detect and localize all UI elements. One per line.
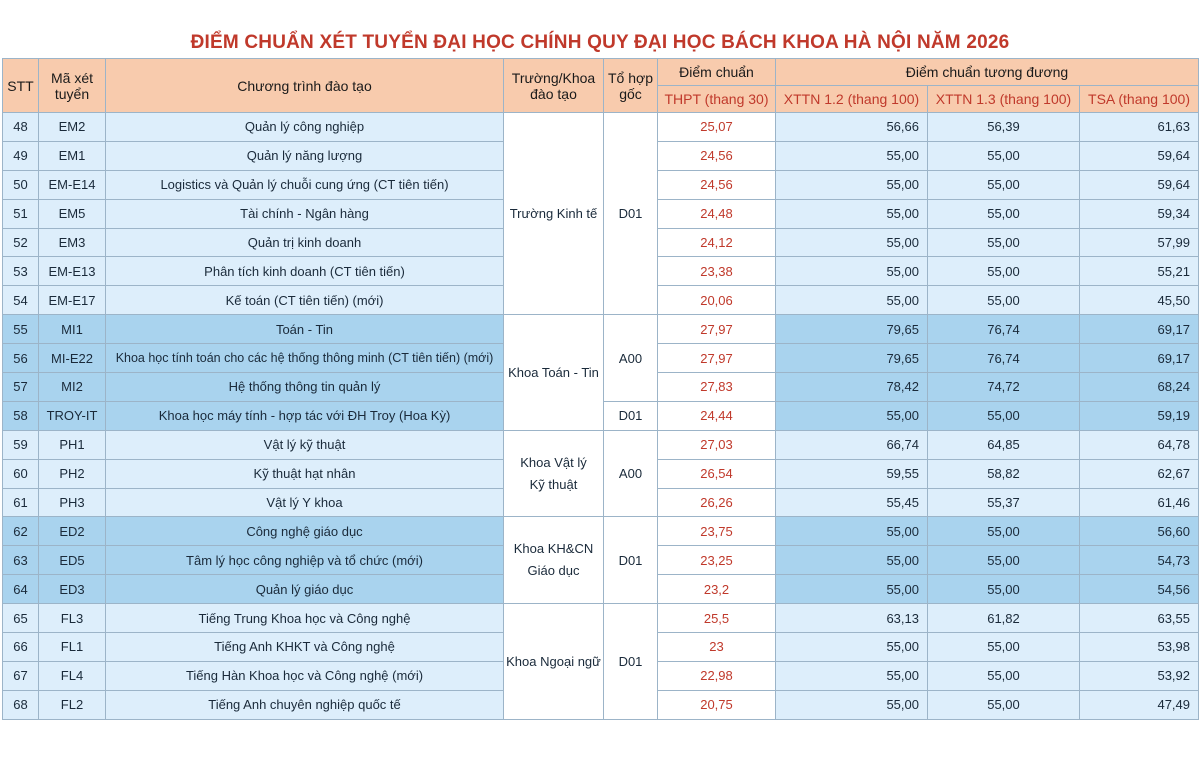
- cell-program: Tiếng Hàn Khoa học và Công nghệ (mới): [106, 661, 504, 690]
- header-stt: STT: [3, 59, 39, 113]
- cell-ma: EM-E17: [39, 286, 106, 315]
- cell-xttn13: 55,00: [928, 228, 1080, 257]
- cell-thpt: 23,75: [658, 517, 776, 546]
- cell-tsa: 47,49: [1080, 690, 1199, 719]
- cell-stt: 49: [3, 141, 39, 170]
- cell-xttn13: 55,00: [928, 633, 1080, 662]
- cell-stt: 65: [3, 604, 39, 633]
- cell-xttn13: 55,00: [928, 661, 1080, 690]
- cell-xttn12: 79,65: [776, 315, 928, 344]
- cell-thpt: 24,56: [658, 170, 776, 199]
- cell-xttn13: 55,00: [928, 199, 1080, 228]
- cell-thpt: 23,38: [658, 257, 776, 286]
- cell-program: Tiếng Anh KHKT và Công nghệ: [106, 633, 504, 662]
- cell-ma: MI-E22: [39, 344, 106, 373]
- cell-xttn13: 58,82: [928, 459, 1080, 488]
- cell-ma: ED3: [39, 575, 106, 604]
- cell-xttn12: 55,00: [776, 286, 928, 315]
- cell-program: Khoa học tính toán cho các hệ thống thông minh (CT tiên tiến) (mới): [106, 344, 504, 373]
- cell-xttn13: 64,85: [928, 430, 1080, 459]
- cell-thpt: 24,56: [658, 141, 776, 170]
- cell-program: Logistics và Quản lý chuỗi cung ứng (CT tiên tiến): [106, 170, 504, 199]
- cell-stt: 63: [3, 546, 39, 575]
- cell-xttn13: 56,39: [928, 113, 1080, 142]
- cell-thpt: 27,97: [658, 315, 776, 344]
- cell-ma: EM2: [39, 113, 106, 142]
- cell-stt: 52: [3, 228, 39, 257]
- cell-combo: A00: [604, 315, 658, 402]
- cell-tsa: 59,19: [1080, 401, 1199, 430]
- cell-program: Toán - Tin: [106, 315, 504, 344]
- cell-program: Tâm lý học công nghiệp và tổ chức (mới): [106, 546, 504, 575]
- cell-thpt: 26,26: [658, 488, 776, 517]
- cell-stt: 58: [3, 401, 39, 430]
- cell-xttn12: 59,55: [776, 459, 928, 488]
- cell-xttn13: 55,00: [928, 401, 1080, 430]
- cell-ma: EM3: [39, 228, 106, 257]
- header-ma: Mã xét tuyển: [39, 59, 106, 113]
- cell-tsa: 59,64: [1080, 170, 1199, 199]
- cell-thpt: 25,5: [658, 604, 776, 633]
- cell-combo: A00: [604, 430, 658, 517]
- cell-school: Khoa Vật lý Kỹ thuật: [504, 430, 604, 517]
- cell-tsa: 68,24: [1080, 373, 1199, 402]
- cell-xttn12: 55,00: [776, 257, 928, 286]
- cell-xttn12: 66,74: [776, 430, 928, 459]
- cell-xttn13: 76,74: [928, 344, 1080, 373]
- table-row: [3, 430, 1199, 459]
- cell-thpt: 23,2: [658, 575, 776, 604]
- table-row: [3, 517, 1199, 546]
- cell-stt: 68: [3, 690, 39, 719]
- cell-program: Quản lý công nghiệp: [106, 113, 504, 142]
- cell-tsa: 57,99: [1080, 228, 1199, 257]
- cell-xttn13: 55,00: [928, 286, 1080, 315]
- cell-stt: 59: [3, 430, 39, 459]
- cell-ma: ED5: [39, 546, 106, 575]
- cell-ma: PH3: [39, 488, 106, 517]
- cell-thpt: 25,07: [658, 113, 776, 142]
- header-thpt: THPT (thang 30): [658, 86, 776, 113]
- cell-tsa: 64,78: [1080, 430, 1199, 459]
- cell-tsa: 59,34: [1080, 199, 1199, 228]
- header-xttn13: XTTN 1.3 (thang 100): [928, 86, 1080, 113]
- cell-tsa: 53,92: [1080, 661, 1199, 690]
- cell-ma: TROY-IT: [39, 401, 106, 430]
- cell-thpt: 27,97: [658, 344, 776, 373]
- cell-tsa: 61,63: [1080, 113, 1199, 142]
- cell-xttn13: 55,37: [928, 488, 1080, 517]
- cell-ma: PH2: [39, 459, 106, 488]
- cell-program: Kỹ thuật hạt nhân: [106, 459, 504, 488]
- cell-xttn12: 55,00: [776, 199, 928, 228]
- cell-xttn13: 55,00: [928, 141, 1080, 170]
- cell-thpt: 27,03: [658, 430, 776, 459]
- cell-school: Khoa KH&CN Giáo dục: [504, 517, 604, 604]
- cell-stt: 54: [3, 286, 39, 315]
- cell-ma: FL4: [39, 661, 106, 690]
- cell-combo: D01: [604, 401, 658, 430]
- cell-stt: 56: [3, 344, 39, 373]
- cell-program: Vật lý Y khoa: [106, 488, 504, 517]
- cell-thpt: 24,12: [658, 228, 776, 257]
- cell-tsa: 62,67: [1080, 459, 1199, 488]
- cell-xttn13: 55,00: [928, 690, 1080, 719]
- cell-xttn12: 55,00: [776, 575, 928, 604]
- cell-tsa: 69,17: [1080, 344, 1199, 373]
- cell-stt: 53: [3, 257, 39, 286]
- cell-thpt: 27,83: [658, 373, 776, 402]
- cell-ma: ED2: [39, 517, 106, 546]
- cell-program: Tài chính - Ngân hàng: [106, 199, 504, 228]
- table-row: [3, 113, 1199, 142]
- cell-ma: FL2: [39, 690, 106, 719]
- cell-stt: 48: [3, 113, 39, 142]
- cell-xttn12: 55,00: [776, 170, 928, 199]
- cell-program: Hệ thống thông tin quản lý: [106, 373, 504, 402]
- cell-program: Quản trị kinh doanh: [106, 228, 504, 257]
- cell-school: Trường Kinh tế: [504, 113, 604, 315]
- cell-stt: 55: [3, 315, 39, 344]
- cell-xttn13: 55,00: [928, 517, 1080, 546]
- cell-stt: 50: [3, 170, 39, 199]
- cell-tsa: 53,98: [1080, 633, 1199, 662]
- header-xttn12: XTTN 1.2 (thang 100): [776, 86, 928, 113]
- cell-xttn13: 55,00: [928, 257, 1080, 286]
- cell-ma: MI2: [39, 373, 106, 402]
- cell-xttn13: 55,00: [928, 575, 1080, 604]
- cell-xttn13: 61,82: [928, 604, 1080, 633]
- header-program: Chương trình đào tạo: [106, 59, 504, 113]
- cell-stt: 61: [3, 488, 39, 517]
- cell-thpt: 20,06: [658, 286, 776, 315]
- cell-program: Khoa học máy tính - hợp tác với ĐH Troy (Hoa Kỳ): [106, 401, 504, 430]
- cell-stt: 67: [3, 661, 39, 690]
- cell-program: Tiếng Trung Khoa học và Công nghệ: [106, 604, 504, 633]
- cell-ma: EM5: [39, 199, 106, 228]
- header-score: Điểm chuẩn: [658, 59, 776, 86]
- cell-xttn12: 55,00: [776, 141, 928, 170]
- cell-xttn12: 55,00: [776, 517, 928, 546]
- header-school: Trường/Khoa đào tạo: [504, 59, 604, 113]
- cell-ma: FL1: [39, 633, 106, 662]
- cell-tsa: 56,60: [1080, 517, 1199, 546]
- cell-stt: 62: [3, 517, 39, 546]
- cell-thpt: 20,75: [658, 690, 776, 719]
- cell-school: Khoa Ngoại ngữ: [504, 604, 604, 720]
- cell-combo: D01: [604, 604, 658, 720]
- cell-xttn12: 56,66: [776, 113, 928, 142]
- cell-ma: EM-E14: [39, 170, 106, 199]
- cell-xttn12: 79,65: [776, 344, 928, 373]
- cell-program: Quản lý giáo dục: [106, 575, 504, 604]
- cell-program: Phân tích kinh doanh (CT tiên tiến): [106, 257, 504, 286]
- cell-tsa: 55,21: [1080, 257, 1199, 286]
- cell-xttn12: 55,00: [776, 661, 928, 690]
- cell-stt: 51: [3, 199, 39, 228]
- page-title: ĐIỂM CHUẨN XÉT TUYỂN ĐẠI HỌC CHÍNH QUY ĐẠI HỌC BÁCH KHOA HÀ NỘI NĂM 2026: [190, 32, 1010, 53]
- cell-combo: D01: [604, 113, 658, 315]
- cell-xttn13: 55,00: [928, 170, 1080, 199]
- cell-tsa: 59,64: [1080, 141, 1199, 170]
- cell-stt: 57: [3, 373, 39, 402]
- cell-thpt: 26,54: [658, 459, 776, 488]
- header-tsa: TSA (thang 100): [1080, 86, 1199, 113]
- cell-xttn12: 55,00: [776, 690, 928, 719]
- table-row: [3, 604, 1199, 633]
- cell-xttn12: 78,42: [776, 373, 928, 402]
- cell-thpt: 23: [658, 633, 776, 662]
- admission-scores-table: [2, 58, 1199, 720]
- cell-xttn13: 76,74: [928, 315, 1080, 344]
- cell-tsa: 54,73: [1080, 546, 1199, 575]
- cell-xttn13: 74,72: [928, 373, 1080, 402]
- cell-stt: 64: [3, 575, 39, 604]
- cell-program: Quản lý năng lượng: [106, 141, 504, 170]
- cell-combo: D01: [604, 517, 658, 604]
- cell-tsa: 45,50: [1080, 286, 1199, 315]
- cell-tsa: 69,17: [1080, 315, 1199, 344]
- cell-program: Tiếng Anh chuyên nghiệp quốc tế: [106, 690, 504, 719]
- cell-xttn12: 63,13: [776, 604, 928, 633]
- cell-program: Vật lý kỹ thuật: [106, 430, 504, 459]
- cell-xttn12: 55,00: [776, 228, 928, 257]
- header-equiv: Điểm chuẩn tương đương: [776, 59, 1199, 86]
- cell-ma: EM-E13: [39, 257, 106, 286]
- cell-thpt: 24,48: [658, 199, 776, 228]
- cell-school: Khoa Toán - Tin: [504, 315, 604, 431]
- cell-stt: 60: [3, 459, 39, 488]
- cell-program: Công nghệ giáo dục: [106, 517, 504, 546]
- cell-ma: PH1: [39, 430, 106, 459]
- header-combo: Tổ hợp gốc: [604, 59, 658, 113]
- cell-ma: MI1: [39, 315, 106, 344]
- cell-thpt: 23,25: [658, 546, 776, 575]
- cell-ma: FL3: [39, 604, 106, 633]
- table-row: [3, 315, 1199, 344]
- cell-ma: EM1: [39, 141, 106, 170]
- cell-xttn12: 55,00: [776, 546, 928, 575]
- cell-program: Kế toán (CT tiên tiến) (mới): [106, 286, 504, 315]
- cell-tsa: 61,46: [1080, 488, 1199, 517]
- cell-tsa: 63,55: [1080, 604, 1199, 633]
- cell-thpt: 24,44: [658, 401, 776, 430]
- cell-stt: 66: [3, 633, 39, 662]
- cell-xttn12: 55,00: [776, 401, 928, 430]
- cell-tsa: 54,56: [1080, 575, 1199, 604]
- cell-thpt: 22,98: [658, 661, 776, 690]
- cell-xttn12: 55,45: [776, 488, 928, 517]
- cell-xttn13: 55,00: [928, 546, 1080, 575]
- cell-xttn12: 55,00: [776, 633, 928, 662]
